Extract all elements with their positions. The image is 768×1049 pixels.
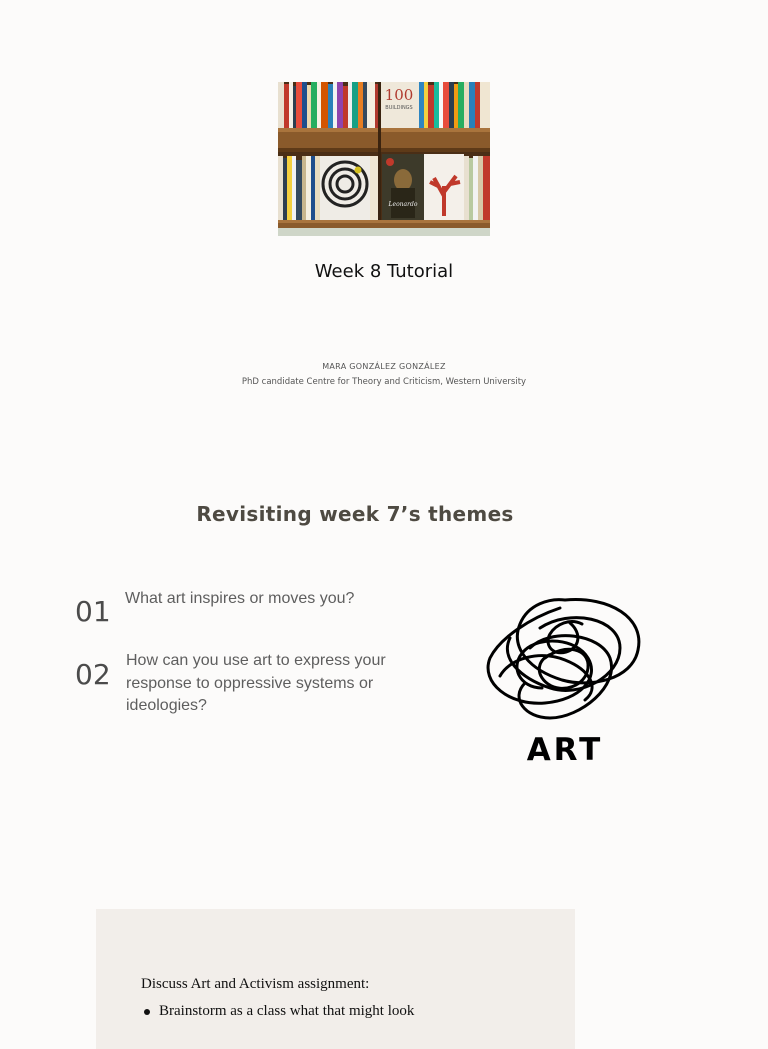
book-title-leonardo: Leonardo — [388, 201, 418, 208]
item-number-01: 01 — [75, 595, 111, 628]
bookshelf-image — [278, 82, 490, 236]
bookshelf-photo — [278, 82, 490, 236]
assignment-bullet-item — [141, 1003, 414, 1020]
assignment-heading: Discuss Art and Activism assignment: — [141, 976, 370, 992]
slide2-title: Revisiting week 7’s themes — [196, 502, 514, 526]
slide1-title: Week 8 Tutorial — [314, 261, 454, 282]
book-subtitle-buildings: BUILDINGS — [385, 105, 413, 111]
book-title-100: 100 — [384, 86, 414, 104]
art-scribble-icon — [470, 588, 650, 778]
bullet-icon — [144, 1009, 150, 1015]
assignment-card — [96, 909, 575, 1049]
assignment-bullet-text: Brainstorm as a class what that might look — [159, 1003, 415, 1019]
item-number-02: 02 — [75, 658, 111, 691]
author-affiliation: PhD candidate Centre for Theory and Criticism, Western University — [241, 377, 527, 387]
item-question-02: How can you use art to express your response to oppressive systems or ideologies? — [126, 652, 386, 714]
art-scribble-drawing — [470, 588, 650, 778]
art-drawing-label: ART — [526, 732, 604, 768]
item-question-01: What art inspires or moves you? — [125, 590, 355, 607]
author-name: MARA GONZÁLEZ GONZÁLEZ — [322, 362, 446, 371]
